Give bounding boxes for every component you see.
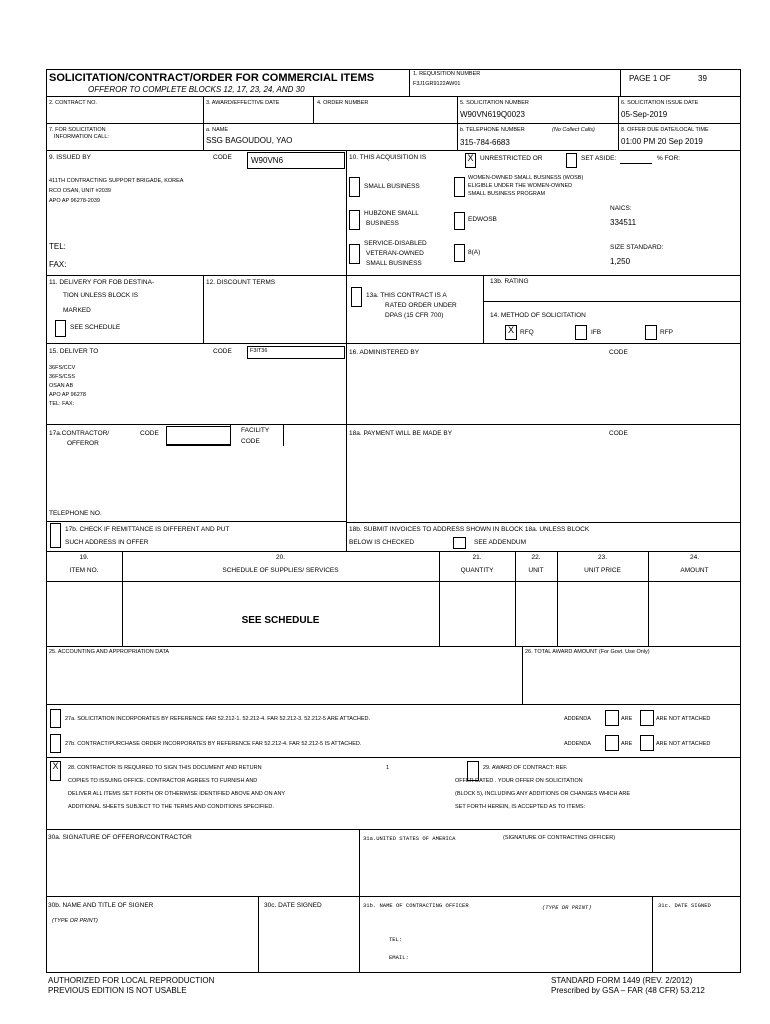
footer-left: [48, 976, 214, 996]
contractor-label-2: OFFEROR: [67, 440, 99, 447]
issued-by-code-label: CODE: [213, 154, 232, 161]
col20-label: SCHEDULE OF SUPPLIES/ SERVICES: [222, 567, 339, 574]
invoice-label-1: 18b. SUBMIT INVOICES TO ADDRESS SHOWN IN BLOCK 18a. UNLESS BLOCK: [349, 526, 590, 533]
hubzone-label-2: BUSINESS: [366, 220, 399, 227]
sf1449-form: [46, 69, 741, 973]
deliver-to-line-3: OSAN AB: [49, 383, 74, 389]
delivery-label-2: TION UNLESS BLOCK IS: [63, 292, 139, 299]
wosb-label-2: ELIGIBLE UNDER THE WOMEN-OWNED: [468, 183, 573, 189]
contractor-code-label: CODE: [140, 430, 159, 437]
solicitation-number-label: 5. SOLICITATION NUMBER: [460, 100, 529, 106]
solicitation-info-label-2: INFORMATION CALL:: [54, 134, 109, 140]
clause-27b-are: ARE: [621, 741, 633, 747]
size-standard-label: SIZE STANDARD:: [610, 244, 664, 251]
footer-form-number: STANDARD FORM 1449 (REV. 2/2012): [551, 976, 693, 985]
invoice-label-2: BELOW IS CHECKED: [349, 539, 415, 546]
method-label: 14. METHOD OF SOLICITATION: [490, 312, 586, 319]
rfq-checkbox[interactable]: X: [505, 325, 517, 340]
acquisition-label: 10. THIS ACQUISITION IS: [349, 154, 427, 161]
eight-a-checkbox[interactable]: [454, 244, 465, 262]
set-aside-pct-label: % FOR:: [657, 155, 681, 162]
administered-by-label: 16. ADMINISTERED BY: [349, 349, 420, 356]
col24-label: AMOUNT: [680, 567, 709, 574]
solicitation-number-value[interactable]: W90VN619Q0023: [460, 110, 525, 119]
delivery-label-1: 11. DELIVERY FOR FOB DESTINA-: [49, 279, 155, 286]
block-29-line-4: SET FORTH HEREIN, IS ACCEPTED AS TO ITEMS:: [455, 804, 586, 810]
officer-name-note: (TYPE OR PRINT): [542, 904, 592, 911]
block-29-line-2: OFFER DATED . YOUR OFFER ON SOLICITATION: [455, 778, 583, 784]
clause-27a-text: 27a. SOLICITATION INCORPORATES BY REFERENCE FAR 52.212-1. 52.212-4. FAR 52.212-3. 52.212-5 ARE ATTACHED.: [65, 716, 371, 722]
deliver-to-line-2: 36FS/CSS: [49, 374, 75, 380]
clause-27b-text: 27b. CONTRACT/PURCHASE ORDER INCORPORATES BY REFERENCE FAR 52.212-4. FAR 52.212-5 IS ATTACHED.: [65, 741, 362, 747]
remittance-checkbox[interactable]: [50, 523, 61, 548]
addendum-checkbox[interactable]: [453, 537, 466, 549]
page-label: PAGE 1 OF: [629, 74, 671, 83]
wosb-label-3: SMALL BUSINESS PROGRAM: [468, 191, 546, 197]
clause-27a-are-not-checkbox[interactable]: [640, 710, 654, 726]
rfp-checkbox[interactable]: [645, 325, 657, 340]
telephone-note: (No Collect Calls): [552, 127, 595, 133]
date-signed-30c-label: 30c. DATE SIGNED: [264, 902, 322, 909]
sdvosb-label-3: SMALL BUSINESS: [366, 260, 422, 267]
deliver-to-line-5: TEL: FAX:: [49, 401, 75, 407]
form-border-right: [740, 69, 741, 973]
rated-order-checkbox[interactable]: [351, 287, 362, 307]
clause-27a-are-not: ARE NOT ATTACHED: [656, 716, 711, 722]
deliver-to-code-label: CODE: [213, 348, 232, 355]
clause-27b-addenda: ADDENDA: [564, 741, 591, 747]
col21-label: QUANTITY: [460, 567, 494, 574]
remittance-label-1: 17b. CHECK IF REMITTANCE IS DIFFERENT AND PUT: [65, 526, 230, 533]
deliver-to-label: 15. DELIVER TO: [49, 348, 99, 355]
col24-number: 24.: [689, 554, 700, 561]
signature-30a-label: 30a. SIGNATURE OF OFFEROR/CONTRACTOR: [48, 834, 192, 841]
payment-code-label: CODE: [609, 430, 628, 437]
deliver-to-line-4: APO AP 96278: [49, 392, 86, 398]
see-schedule-checkbox[interactable]: [55, 320, 66, 337]
wosb-label-1: WOMEN-OWNED SMALL BUSINESS (WOSB): [468, 175, 584, 181]
rfp-label: RFP: [660, 329, 673, 336]
clause-27a-are-checkbox[interactable]: [605, 710, 619, 726]
rated-order-label-3: DPAS (15 CFR 700): [385, 312, 444, 319]
block-28-line-3: DELIVER ALL ITEMS SET FORTH OR OTHERWISE IDENTIFIED ABOVE AND ON ANY: [68, 791, 286, 797]
facility-code-label: CODE: [241, 438, 260, 445]
contact-name-label: a. NAME: [206, 127, 229, 133]
form-border-bottom: [46, 972, 741, 973]
eight-a-label: 8(A): [468, 249, 481, 256]
issued-by-fax-label: FAX:: [49, 260, 67, 269]
set-aside-checkbox[interactable]: [566, 153, 577, 168]
sdvosb-checkbox[interactable]: [349, 244, 360, 264]
unrestricted-label: UNRESTRICTED OR: [480, 155, 543, 162]
rating-label: 13b. RATING: [490, 278, 529, 285]
issued-by-label: 9. ISSUED BY: [49, 154, 91, 161]
col22-number: 22.: [531, 554, 541, 561]
col23-number: 23.: [597, 554, 608, 561]
col20-number: 20.: [275, 554, 286, 561]
requisition-label: 1. REQUISITION NUMBER: [413, 71, 481, 77]
signature-31a-label: 31a.UNITED STATES OF AMERICA: [363, 835, 456, 842]
footer-prescribed-by: Prescribed by GSA – FAR (48 CFR) 53.212: [551, 986, 705, 995]
block-28-copies[interactable]: 1: [386, 765, 390, 771]
clause-27a-are: ARE: [621, 716, 633, 722]
sdvosb-label-2: VETERAN-OWNED: [366, 250, 424, 257]
block-28-line-2: COPIES TO ISSUING OFFICE. CONTRACTOR AGREES TO FURNISH AND: [68, 778, 258, 784]
addendum-label: SEE ADDENDUM: [474, 539, 527, 546]
deliver-to-line-1: 36FS/CCV: [49, 365, 76, 371]
footer-authorized: AUTHORIZED FOR LOCAL REPRODUCTION: [48, 976, 215, 985]
clause-27a-addenda: ADDENDA: [564, 716, 591, 722]
clause-27b-are-not: ARE NOT ATTACHED: [656, 741, 711, 747]
payment-by-label: 18a. PAYMENT WILL BE MADE BY: [349, 430, 453, 437]
footer-previous-edition: PREVIOUS EDITION IS NOT USABLE: [48, 986, 187, 995]
deliver-to-code-value: F3IT36: [250, 348, 268, 354]
issued-by-code-value: W90VN6: [251, 156, 284, 165]
col19-label: ITEM NO.: [69, 567, 99, 574]
award-date-label: 3. AWARD/EFFECTIVE DATE: [206, 100, 280, 106]
total-award-label: 26. TOTAL AWARD AMOUNT (For Govt. Use Only): [525, 649, 650, 655]
col22-label: UNIT: [528, 567, 544, 574]
block-28-checkbox[interactable]: X: [50, 761, 61, 781]
unrestricted-checkbox[interactable]: X: [465, 153, 476, 168]
accounting-label: 25. ACCOUNTING AND APPROPRIATION DATA: [49, 649, 170, 655]
form-subtitle: OFFEROR TO COMPLETE BLOCKS 12, 17, 23, 24, AND 30: [88, 85, 305, 94]
requisition-value[interactable]: F3J1GR9122AW01: [413, 81, 461, 87]
form-border-top: [46, 69, 741, 70]
contractor-label-1: 17a.CONTRACTOR/: [49, 430, 110, 437]
discount-terms-label: 12. DISCOUNT TERMS: [206, 279, 276, 286]
col23-label: UNIT PRICE: [584, 567, 621, 574]
telephone-label: b. TELEPHONE NUMBER: [460, 127, 525, 133]
size-standard-value[interactable]: 1,250: [610, 257, 631, 266]
officer-tel-label: TEL:: [389, 936, 403, 943]
rated-order-label-2: RATED ORDER UNDER: [385, 302, 457, 309]
edwosb-checkbox[interactable]: [454, 212, 465, 230]
col19-number: 19.: [79, 554, 89, 561]
administered-by-code-label: CODE: [609, 349, 628, 356]
clause-27b-checkbox[interactable]: [50, 734, 61, 753]
order-number-label: 4. ORDER NUMBER: [317, 100, 369, 106]
block-28-line-4: ADDITIONAL SHEETS SUBJECT TO THE TERMS AND CONDITIONS SPECIFIED.: [68, 804, 274, 810]
contract-no-label: 2. CONTRACT NO.: [49, 100, 97, 106]
block-28-line-1: 28. CONTRACTOR IS REQUIRED TO SIGN THIS DOCUMENT AND RETURN: [68, 765, 262, 771]
rated-order-label-1: 13a. THIS CONTRACT IS A: [366, 292, 447, 299]
issued-by-line-2: RCO OSAN, UNIT #2039: [49, 188, 111, 194]
small-business-checkbox[interactable]: [349, 177, 360, 197]
set-aside-pct-line[interactable]: [620, 163, 652, 164]
edwosb-label: EDWOSB: [468, 216, 497, 223]
block-29-line-1: 29. AWARD OF CONTRACT: REF.: [483, 765, 568, 771]
clause-27b-are-checkbox[interactable]: [605, 735, 619, 751]
naics-label: NAICS:: [610, 205, 632, 212]
telephone-no-label: TELEPHONE NO.: [49, 510, 102, 517]
date-signed-31c-label: 31c. DATE SIGNED: [658, 902, 711, 909]
hubzone-label-1: HUBZONE SMALL: [364, 210, 419, 217]
clause-27b-are-not-checkbox[interactable]: [640, 735, 654, 751]
naics-value[interactable]: 334511: [610, 218, 637, 227]
block-29-line-3: (BLOCK 5), INCLUDING ANY ADDITIONS OR CHANGES WHICH ARE: [455, 791, 631, 797]
small-business-label: SMALL BUSINESS: [364, 183, 420, 190]
wosb-checkbox[interactable]: [454, 177, 465, 197]
delivery-label-3: MARKED: [63, 307, 91, 314]
facility-label: FACILITY: [241, 427, 270, 434]
set-aside-label: SET ASIDE:: [581, 155, 617, 162]
contractor-code-box[interactable]: [166, 426, 230, 445]
footer-right: [551, 976, 705, 996]
issued-by-line-3: APO AP 96278-2039: [49, 198, 100, 204]
officer-email-label: EMAIL:: [389, 954, 409, 961]
issued-by-line-1: 411TH CONTRACTING SUPPORT BRIGADE, KOREA: [49, 178, 184, 184]
officer-name-label: 31b. NAME OF CONTRACTING OFFICER: [363, 902, 469, 909]
form-title: SOLICITATION/CONTRACT/ORDER FOR COMMERCIAL ITEMS: [49, 72, 375, 84]
rfq-label: RFQ: [520, 329, 534, 336]
signer-name-label: 30b. NAME AND TITLE OF SIGNER: [48, 902, 154, 909]
offer-due-value[interactable]: 01:00 PM 20 Sep 2019: [621, 137, 703, 146]
ifb-label: IFB: [591, 329, 602, 336]
signature-31a-note: (SIGNATURE OF CONTRACTING OFFICER): [503, 835, 616, 841]
hubzone-checkbox[interactable]: [349, 210, 360, 230]
remittance-label-2: SUCH ADDRESS IN OFFER: [65, 539, 149, 546]
ifb-checkbox[interactable]: [575, 325, 587, 340]
issue-date-label: 6. SOLICITATION ISSUE DATE: [621, 100, 699, 106]
signer-name-note: (TYPE OR PRINT): [52, 918, 98, 924]
issued-by-tel-label: TEL:: [49, 242, 66, 251]
col21-number: 21.: [472, 554, 482, 561]
page-total: 39: [698, 74, 707, 83]
offer-due-label: 8. OFFER DUE DATE/LOCAL TIME: [621, 127, 709, 133]
telephone-value[interactable]: 315-784-6683: [460, 138, 510, 147]
sdvosb-label-1: SERVICE-DISABLED: [364, 240, 427, 247]
issue-date-value[interactable]: 05-Sep-2019: [621, 110, 668, 119]
see-schedule-label: SEE SCHEDULE: [70, 324, 121, 331]
solicitation-info-label-1: 7. FOR SOLICITATION: [49, 127, 106, 133]
contact-name-value[interactable]: SSG BAGOUDOU, YAO: [206, 136, 293, 145]
clause-27a-checkbox[interactable]: [50, 709, 61, 728]
schedule-see-schedule: SEE SCHEDULE: [241, 615, 320, 626]
